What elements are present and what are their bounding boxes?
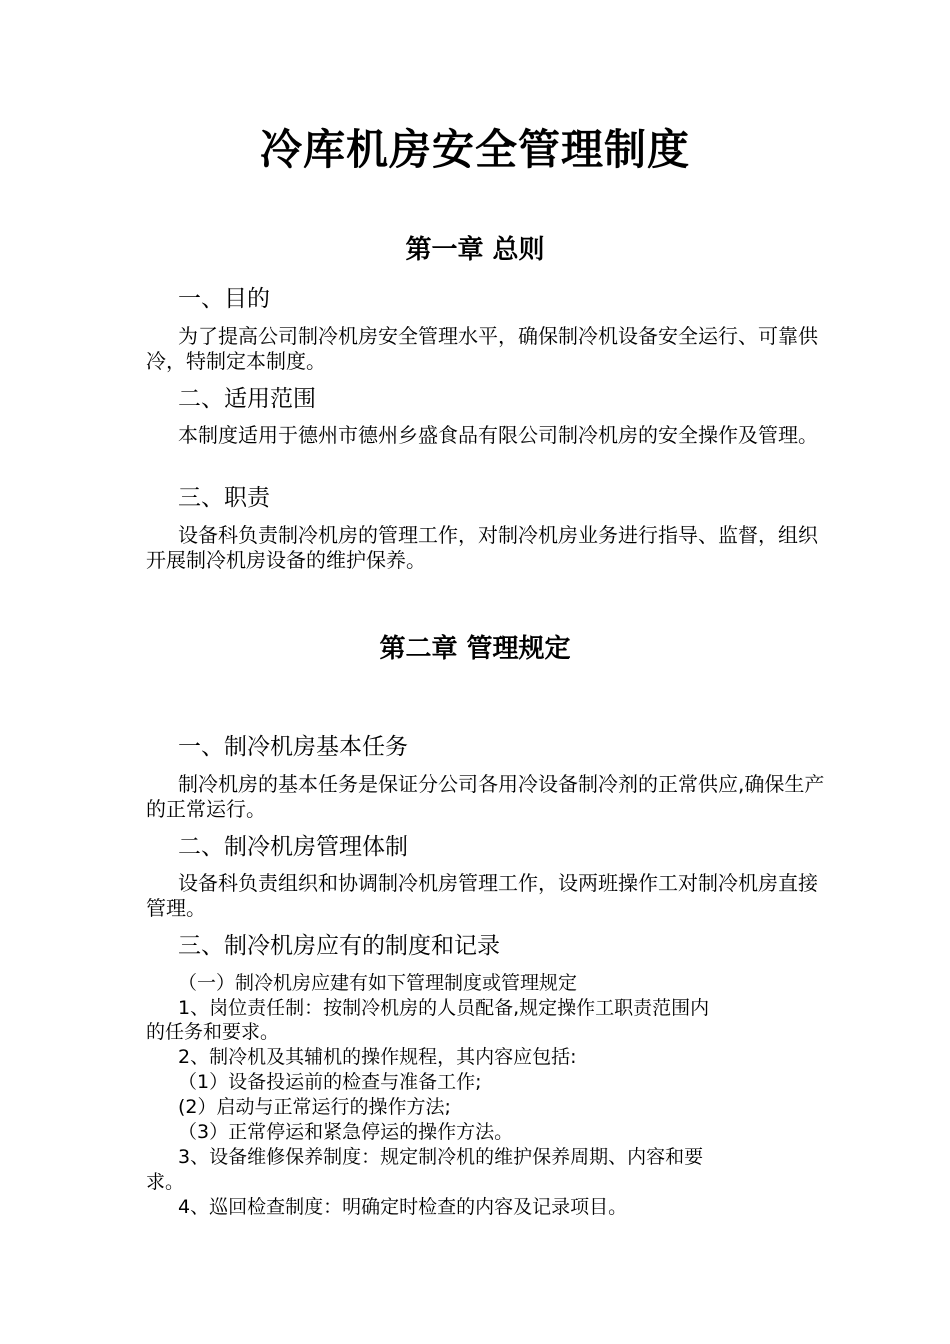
- document-title: 冷库机房安全管理制度: [259, 125, 690, 174]
- chapter1-section3-text: 设备科负责制冷机房的管理工作，对制冷机房业务进行指导、监督，组织开展制冷机房设备的维护保养。: [146, 523, 818, 572]
- chapter2-s3-line-8: 3、设备维修保养制度：规定制冷机的维护保养周期、内容和要: [178, 1146, 704, 1168]
- chapter1-section3-heading: 三、职责: [178, 485, 270, 511]
- chapter2-s3-line-10: 4、巡回检查制度：明确定时检查的内容及记录项目。: [178, 1196, 628, 1218]
- chapter2-s3-line-1: （一）制冷机房应建有如下管理制度或管理规定: [178, 972, 578, 994]
- chapter2-s3-line-6: (2）启动与正常运行的操作方法;: [178, 1096, 451, 1118]
- chapter2-s3-line-7: （3）正常停运和紧急停运的操作方法。: [178, 1121, 514, 1143]
- chapter1-section1-text: 为了提高公司制冷机房安全管理水平，确保制冷机设备安全运行、可靠供冷，特制定本制度。: [146, 324, 818, 373]
- chapter2-section2-heading: 二、制冷机房管理体制: [178, 834, 408, 860]
- chapter2-s3-line-3: 的任务和要求。: [146, 1021, 280, 1043]
- chapter1-section1-heading: 一、目的: [178, 286, 270, 312]
- chapter1-section2-text: 本制度适用于德州市德州乡盛食品有限公司制冷机房的安全操作及管理。: [178, 423, 818, 447]
- chapter1-heading: 第一章 总则: [405, 235, 545, 265]
- chapter2-section3-heading: 三、制冷机房应有的制度和记录: [178, 933, 500, 959]
- chapter2-s3-line-9: 求。: [146, 1171, 185, 1193]
- chapter2-s3-line-5: （1）设备投运前的检查与准备工作;: [178, 1071, 482, 1093]
- chapter2-section1-text: 制冷机房的基本任务是保证分公司各用冷设备制冷剂的正常供应,确保生产的正常运行。: [146, 772, 825, 821]
- chapter2-heading: 第二章 管理规定: [379, 634, 571, 664]
- chapter2-section1-heading: 一、制冷机房基本任务: [178, 734, 408, 760]
- chapter2-section2-text: 设备科负责组织和协调制冷机房管理工作，设两班操作工对制冷机房直接管理。: [146, 871, 818, 920]
- chapter2-s3-line-2: 1、岗位责任制：按制冷机房的人员配备,规定操作工职责范围内: [178, 997, 710, 1019]
- chapter2-s3-line-4: 2、制冷机及其辅机的操作规程，其内容应包括:: [178, 1046, 577, 1068]
- chapter1-section2-heading: 二、适用范围: [178, 386, 316, 412]
